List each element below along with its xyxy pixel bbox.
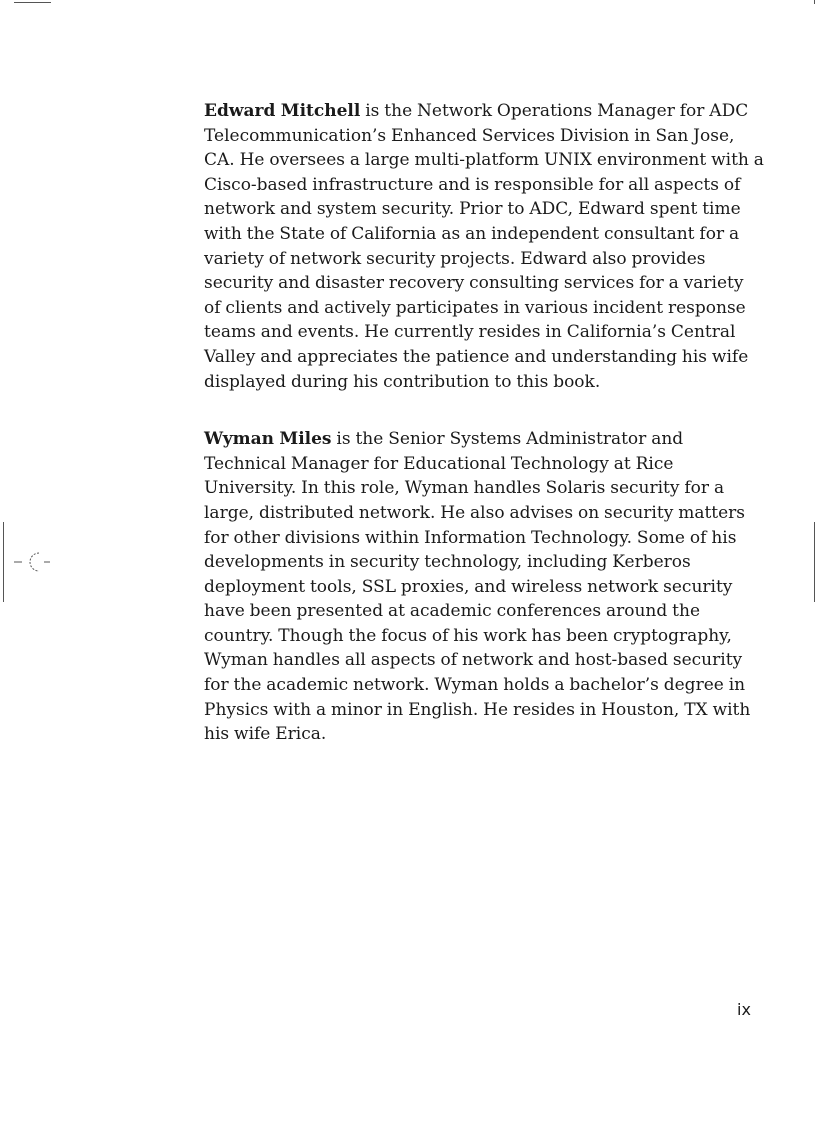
side-rule-right bbox=[814, 522, 815, 602]
bio-text: is the Network Operations Manager for ADC Telecommunication’s Enhanced Services Division in San Jose, CA. He oversees a large multi-platform UNIX environment with a Cisco-based infrastructure and is responsible for all aspects of network and system security. Prior to ADC, Edward spent time with the State of California as an independent consultant for a variety of network security projects. Edward also provides security and disaster recovery consulting services for a variety of clients and actively participates in various incident response teams and events. He currently resides in California’s Central Valley and appreciates the patience and understanding his wife displayed during his contribution to this book. bbox=[204, 101, 764, 392]
contributor-bios bbox=[204, 99, 764, 747]
bio-name: Edward Mitchell bbox=[204, 101, 361, 121]
crop-mark-top-left bbox=[14, 2, 51, 3]
bio-name: Wyman Miles bbox=[204, 429, 332, 450]
crop-mark-top-right bbox=[814, 0, 815, 4]
bio-edward-mitchell bbox=[204, 99, 764, 394]
registration-mark-icon bbox=[14, 550, 54, 574]
bio-text: is the Senior Systems Administrator and Technical Manager for Educational Technology at Rice University. In this role, Wyman handles Solaris security for a large, distributed network. He also advises on security matters for other divisions within Information Technology. Some of his developments in security technology, including Kerberos deployment tools, SSL proxies, and wireless network security have been presented at academic conferences around the country. Though the focus of his work has been cryptography, Wyman handles all aspects of network and host-based security for the academic network. Wyman holds a bachelor’s degree in Physics with a minor in English. He resides in Houston, TX with his wife Erica. bbox=[204, 429, 751, 745]
bio-wyman-miles bbox=[204, 427, 764, 747]
side-rule-left bbox=[3, 522, 4, 602]
page-number: ix bbox=[737, 1000, 751, 1019]
